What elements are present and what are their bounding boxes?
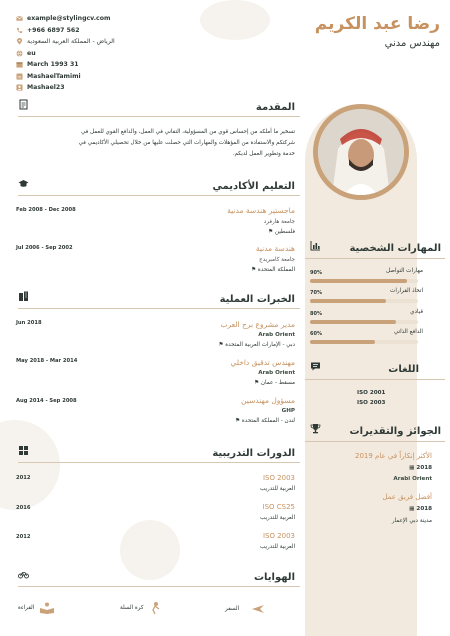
envelope-icon [16,15,23,22]
profile-photo-frame [313,104,409,200]
hobbies-title: الهوايات [253,572,295,583]
contact-item [16,36,216,48]
skill-percent: 70% [310,290,322,296]
hobby-item [225,603,265,615]
course-org: العربية للتدريب [260,486,295,492]
basketball-icon [150,601,162,615]
contact-nationality: eu [27,49,36,57]
pin-icon: ⚑ [251,267,257,273]
contact-item [16,13,216,25]
contact-phone[interactable]: +966 6897 562 [27,26,80,34]
course-date: 2016 [16,505,31,511]
contact-item [16,25,216,37]
contact-item [16,82,216,94]
user-icon [16,84,23,91]
experience-place-label: لندن - المملكة المتحدة [241,418,295,424]
experience-date: Aug 2014 - Sep 2008 [16,398,77,404]
section-divider [18,308,300,309]
svg-text:in: in [17,75,22,80]
experience-place [235,418,295,424]
award-name: الأكثر إنكاراً في عام 2019 [354,452,432,460]
education-place-label: المملكة المتحدة [257,267,295,273]
experience-company: Arab Orient [258,332,295,338]
award-org: Arabi Orient [393,476,432,482]
course-org: العربية للتدريب [260,544,295,550]
experience-date: May 2018 - Mar 2014 [16,358,78,364]
pin-icon: ⚑ [254,380,260,386]
summary-line: شركتكم والاستفادة من المؤهلات والمهارات التي حصلت عليها من خلال تحصيلي الأكاديمي في [78,140,295,146]
summary-title: المقدمة [255,102,295,113]
graduation-cap-icon [18,178,29,189]
candidate-role: مهندس مدني [384,38,440,49]
skill-bar-fill [310,340,375,344]
contact-item [16,48,216,60]
award-year-label: 2018 [416,465,432,471]
contact-list [16,13,216,94]
skill-label: الدافع الذاتي [393,329,423,335]
courses-title: الدورات التدريبية [212,448,295,459]
calendar-icon: ▦ [409,465,415,471]
skill-label: مهارات التواصل [386,268,423,274]
contact-item [16,59,216,71]
location-icon [16,38,23,45]
skill-percent: 80% [310,311,322,317]
bicycle-icon [18,569,29,580]
experience-role: مسؤول مهندسين [241,396,295,405]
document-icon [18,99,29,110]
course-date: 2012 [16,475,31,481]
education-place-label: فلسطين [274,229,295,235]
contact-linkedin[interactable]: MashaelTamimi [27,72,81,80]
pin-icon: ⚑ [218,342,224,348]
award-org: مدينة دبي الإعمار [391,518,432,524]
skill-bar-fill [310,279,407,283]
section-divider [18,195,300,196]
education-school: جامعة هارفرد [263,219,295,225]
course-org: العربية للتدريب [260,515,295,521]
skill-percent: 60% [310,331,322,337]
experience-title: الخبرات العملية [219,294,295,305]
course-name: ISO CS25 [262,503,295,511]
calendar-icon: ▦ [409,506,415,512]
education-school: جامعة كامبريدج [259,257,295,263]
education-date: Feb 2008 - Dec 2008 [16,207,76,213]
experience-role: مدير مشروع برج العرب [220,320,295,329]
education-degree: ماجستير هندسة مدنية [227,206,295,215]
section-divider [18,116,300,117]
contact-item [16,71,216,83]
education-date: Jul 2006 - Sep 2002 [16,245,73,251]
award-name: أفضل فريق عمل [382,493,432,501]
course-name: ISO 2003 [262,532,295,540]
section-divider [305,258,445,259]
section-divider [18,462,300,463]
decorative-circle [120,520,180,580]
skills-title: المهارات الشخصية [349,243,441,254]
candidate-name: رضا عبد الكريم [314,14,440,34]
experience-place-label: مسقط - عمان [260,380,295,386]
course-date: 2012 [16,534,31,540]
section-divider [305,379,445,380]
phone-icon [16,27,23,34]
summary-text [79,127,295,160]
contact-email[interactable]: example@stylingcv.com [27,15,111,23]
education-place [268,229,295,235]
experience-place [254,380,295,386]
hobby-item [18,602,55,614]
pin-icon: ⚑ [268,229,274,235]
education-degree: هندسة مدنية [255,244,295,253]
award-year [409,506,432,512]
experience-place [218,342,295,348]
hobby-label: السفر [225,606,240,612]
building-icon [18,291,29,302]
speech-bubble-icon [310,361,321,372]
experience-date: Jun 2018 [16,320,42,326]
experience-company: Arab Orient [258,370,295,376]
contact-address: الرياض - المملكة العربية السعودية [27,38,115,46]
award-year [409,465,432,471]
languages-title: اللغات [388,364,419,375]
contact-birthdate: March 1993 31 [27,61,79,69]
chart-icon [310,240,321,251]
trophy-icon [310,423,321,434]
language-item: ISO 2001 [357,390,386,396]
course-name: ISO 2003 [262,474,295,482]
plane-icon [251,603,265,615]
awards-title: الجوائز والتقديرات [349,426,441,437]
hobby-label: القراءة [18,605,35,611]
contact-username[interactable]: Mashael23 [27,84,65,92]
section-divider [305,441,445,442]
section-divider [18,586,300,587]
summary-line: خدمة وتطوير العمل لديكم. [232,151,295,157]
profile-photo [318,109,404,195]
experience-company: GHP [281,408,295,414]
windows-grid-icon [18,445,29,456]
skill-bar-fill [310,320,396,324]
skill-bar-fill [310,299,386,303]
skill-label: قيادي [410,309,423,315]
pin-icon: ⚑ [235,418,241,424]
globe-icon [16,50,23,57]
reading-icon [39,602,55,614]
hobby-item [120,601,162,615]
decorative-circle [0,420,60,510]
linkedin-icon [16,73,23,80]
award-year-label: 2018 [416,506,432,512]
calendar-icon [16,61,23,68]
experience-role: مهندس تدقيق داخلي [230,358,295,367]
education-place [251,267,295,273]
summary-line: تسخير ما أملكه من إحساس قوي من المسؤولية، التفاني في العمل، والدافع القوي للعمل في [80,129,295,135]
hobby-label: كرة السلة [120,605,144,611]
education-title: التعليم الأكاديمي [212,181,295,192]
skill-label: اتخاذ القرارات [390,288,423,294]
experience-place-label: دبي - الإمارات العربية المتحدة [225,342,295,348]
language-item: ISO 2003 [357,400,386,406]
skill-percent: 90% [310,270,322,276]
